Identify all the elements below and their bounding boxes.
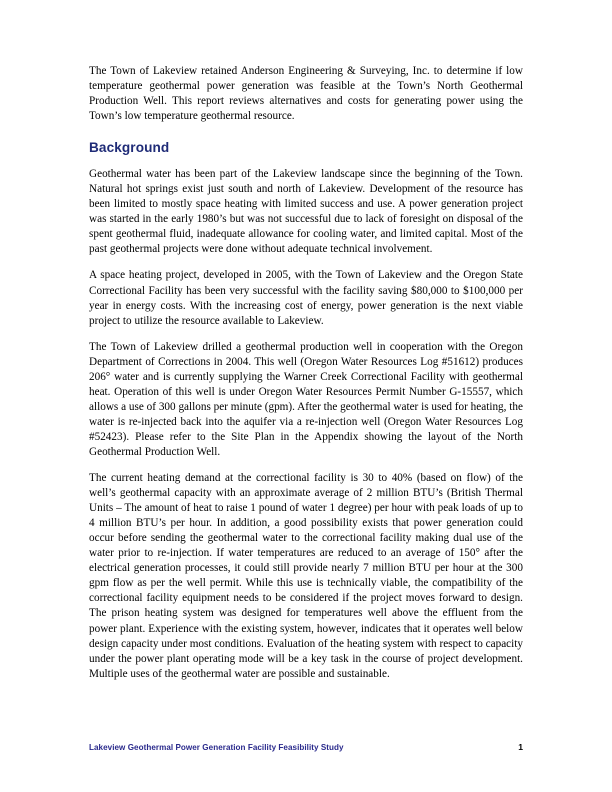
paragraph-background-1: Geothermal water has been part of the Lakeview landscape since the beginning of the Town. Natural hot springs exist just south and north of Lakeview. Development of the resource has been limited to mostly space heating with limited success and use. A power generation project was started in the early 1980’s but was not successful due to lack of foresight on disposal of the spent geothermal fluid, inadequate allowance for cooling water, and limited capital. Most of the past geothermal projects were done without adequate technical involvement.	[89, 168, 523, 256]
paragraph-intro: The Town of Lakeview retained Anderson Engineering & Surveying, Inc. to determine if low temperature geothermal power generation was feasible at the Town’s North Geothermal Production Well. This report reviews alternatives and costs for generating power using the Town’s low temperature geothermal resource.	[89, 65, 523, 123]
footer-page-number: 1	[518, 742, 523, 752]
footer-document-title: Lakeview Geothermal Power Generation Facility Feasibility Study	[89, 743, 344, 752]
page-footer	[89, 742, 523, 752]
paragraph-background-4: The current heating demand at the correctional facility is 30 to 40% (based on flow) of the well’s geothermal capacity with an approximate average of 2 million BTU’s (British Thermal Units – The amount of heat to raise 1 pound of water 1 degree) per hour with peak loads of up to 4 million BTU’s per hour. In addition, a good possibility exists that power generation could occur before sending the geothermal water to the correctional facility making dual use of the water prior to re-injection. If water temperatures are reduced to an average of 150° after the electrical generation processes, it could still provide nearly 7 million BTU per hour at the 300 gpm flow as per the well permit. While this use is technically viable, the compatibility of the correctional facility equipment needs to be considered if the project moves forward to design. The prison heating system was designed for temperatures well above the effluent from the power plant. Experience with the existing system, however, indicates that it operates well below design capacity under most conditions. Evaluation of the heating system with respect to capacity under the power plant operating mode will be a key task in the course of project development. Multiple uses of the geothermal water are possible and sustainable.	[89, 472, 523, 680]
section-heading-background: Background	[89, 140, 170, 156]
page-content	[89, 64, 523, 693]
paragraph-background-2: A space heating project, developed in 2005, with the Town of Lakeview and the Oregon State Correctional Facility has been very successful with the facility saving $80,000 to $100,000 per year in energy costs. With the increasing cost of energy, power generation is the next viable project to utilize the resource available to Lakeview.	[89, 269, 523, 327]
paragraph-background-3: The Town of Lakeview drilled a geothermal production well in cooperation with the Oregon Department of Corrections in 2004. This well (Oregon Water Resources Log #51612) produces 206° water and is currently supplying the Warner Creek Correctional Facility with geothermal heat. Operation of this well is under Oregon Water Resources Permit Number G-15557, which allows a use of 300 gallons per minute (gpm). After the geothermal water is used for heating, the water is re-injected back into the aquifer via a re-injection well (Oregon Water Resources Log #52423). Please refer to the Site Plan in the Appendix showing the layout of the North Geothermal Production Well.	[89, 340, 523, 458]
